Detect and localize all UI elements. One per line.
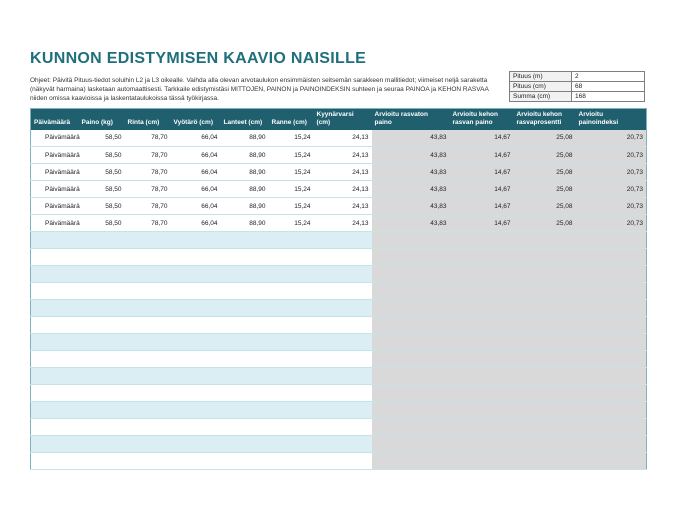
empty-cell-fat-percent — [514, 368, 576, 385]
cell-wrist[interactable]: 15,24 — [269, 215, 314, 232]
cell-chest[interactable]: 78,70 — [125, 215, 171, 232]
empty-cell-fat-weight — [450, 300, 514, 317]
empty-cell-hips[interactable] — [221, 436, 269, 453]
cell-fat-percent: 25,08 — [514, 198, 576, 215]
empty-cell-waist[interactable] — [171, 453, 221, 470]
empty-cell-bmi — [576, 402, 647, 419]
empty-cell-forearm[interactable] — [314, 385, 372, 402]
empty-cell-date[interactable] — [31, 419, 79, 436]
cell-forearm[interactable]: 24,13 — [314, 215, 372, 232]
empty-cell-lean-weight — [372, 249, 450, 266]
cell-weight[interactable]: 58,50 — [79, 181, 125, 198]
empty-cell-lean-weight — [372, 334, 450, 351]
height-m-cell[interactable]: 2 — [572, 72, 645, 82]
cell-weight[interactable]: 58,50 — [79, 147, 125, 164]
empty-cell-chest[interactable] — [125, 249, 171, 266]
cell-waist[interactable]: 66,04 — [171, 130, 221, 147]
empty-cell-chest[interactable] — [125, 368, 171, 385]
height-input-box — [509, 71, 645, 102]
table-row — [31, 198, 647, 215]
col-header-weight[interactable]: Paino (kg) — [79, 109, 125, 130]
empty-cell-lean-weight — [372, 232, 450, 249]
empty-cell-forearm[interactable] — [314, 300, 372, 317]
empty-cell-waist[interactable] — [171, 368, 221, 385]
empty-cell-hips[interactable] — [221, 317, 269, 334]
table-row — [31, 215, 647, 232]
empty-cell-fat-weight — [450, 351, 514, 368]
empty-table-row — [31, 368, 647, 385]
cell-weight[interactable]: 58,50 — [79, 215, 125, 232]
cell-fat-percent: 25,08 — [514, 147, 576, 164]
cell-fat-percent: 25,08 — [514, 130, 576, 147]
empty-cell-hips[interactable] — [221, 283, 269, 300]
table-row — [31, 164, 647, 181]
empty-cell-weight[interactable] — [79, 300, 125, 317]
table-row — [31, 130, 647, 147]
empty-cell-weight[interactable] — [79, 402, 125, 419]
empty-cell-date[interactable] — [31, 300, 79, 317]
cell-forearm[interactable]: 24,13 — [314, 198, 372, 215]
empty-cell-hips[interactable] — [221, 249, 269, 266]
empty-cell-weight[interactable] — [79, 368, 125, 385]
cell-date[interactable]: Päivämäärä — [31, 164, 79, 181]
empty-cell-lean-weight — [372, 385, 450, 402]
empty-cell-wrist[interactable] — [269, 368, 314, 385]
height-m-label: Pituus (m) — [510, 72, 572, 82]
empty-cell-waist[interactable] — [171, 419, 221, 436]
empty-cell-wrist[interactable] — [269, 266, 314, 283]
empty-cell-lean-weight — [372, 317, 450, 334]
empty-cell-chest[interactable] — [125, 232, 171, 249]
col-header-hips[interactable]: Lanteet (cm) — [221, 109, 269, 130]
empty-cell-date[interactable] — [31, 317, 79, 334]
empty-cell-chest[interactable] — [125, 453, 171, 470]
cell-fat-weight: 14,67 — [450, 130, 514, 147]
cell-weight[interactable]: 58,50 — [79, 164, 125, 181]
empty-cell-wrist[interactable] — [269, 317, 314, 334]
empty-cell-bmi — [576, 334, 647, 351]
cell-forearm[interactable]: 24,13 — [314, 181, 372, 198]
empty-cell-wrist[interactable] — [269, 402, 314, 419]
empty-cell-weight[interactable] — [79, 283, 125, 300]
cell-wrist[interactable]: 15,24 — [269, 181, 314, 198]
empty-cell-wrist[interactable] — [269, 453, 314, 470]
empty-cell-bmi — [576, 453, 647, 470]
cell-waist[interactable]: 66,04 — [171, 215, 221, 232]
empty-cell-weight[interactable] — [79, 334, 125, 351]
cell-forearm[interactable]: 24,13 — [314, 147, 372, 164]
cell-fat-weight: 14,67 — [450, 181, 514, 198]
cell-lean-weight: 43,83 — [372, 181, 450, 198]
empty-cell-forearm[interactable] — [314, 402, 372, 419]
empty-cell-fat-weight — [450, 266, 514, 283]
empty-cell-lean-weight — [372, 368, 450, 385]
empty-cell-bmi — [576, 232, 647, 249]
height-cm-cell[interactable]: 68 — [572, 82, 645, 92]
empty-cell-date[interactable] — [31, 232, 79, 249]
empty-cell-hips[interactable] — [221, 385, 269, 402]
empty-cell-waist[interactable] — [171, 300, 221, 317]
cell-fat-weight: 14,67 — [450, 215, 514, 232]
empty-cell-date[interactable] — [31, 266, 79, 283]
empty-cell-chest[interactable] — [125, 300, 171, 317]
empty-cell-fat-weight — [450, 368, 514, 385]
col-header-date[interactable]: Päivämäärä — [31, 109, 79, 130]
empty-cell-fat-weight — [450, 453, 514, 470]
empty-cell-waist[interactable] — [171, 249, 221, 266]
empty-cell-fat-percent — [514, 300, 576, 317]
empty-cell-hips[interactable] — [221, 334, 269, 351]
empty-cell-lean-weight — [372, 436, 450, 453]
cell-wrist[interactable]: 15,24 — [269, 198, 314, 215]
empty-cell-waist[interactable] — [171, 334, 221, 351]
table-header-row — [31, 109, 647, 130]
empty-cell-waist[interactable] — [171, 232, 221, 249]
cell-weight[interactable]: 58,50 — [79, 198, 125, 215]
cell-hips[interactable]: 88,90 — [221, 198, 269, 215]
empty-cell-lean-weight — [372, 266, 450, 283]
empty-cell-chest[interactable] — [125, 402, 171, 419]
cell-date[interactable]: Päivämäärä — [31, 147, 79, 164]
cell-fat-weight: 14,67 — [450, 164, 514, 181]
cell-bmi: 20,73 — [576, 147, 647, 164]
empty-table-row — [31, 283, 647, 300]
empty-cell-bmi — [576, 300, 647, 317]
empty-cell-fat-percent — [514, 402, 576, 419]
height-sum-cell: 168 — [572, 92, 645, 102]
empty-cell-weight[interactable] — [79, 266, 125, 283]
cell-chest[interactable]: 78,70 — [125, 164, 171, 181]
table-row — [31, 181, 647, 198]
empty-cell-waist[interactable] — [171, 317, 221, 334]
empty-cell-fat-weight — [450, 419, 514, 436]
empty-cell-fat-percent — [514, 436, 576, 453]
empty-cell-fat-percent — [514, 334, 576, 351]
empty-cell-forearm[interactable] — [314, 334, 372, 351]
empty-cell-forearm[interactable] — [314, 351, 372, 368]
empty-cell-wrist[interactable] — [269, 419, 314, 436]
empty-cell-date[interactable] — [31, 351, 79, 368]
col-header-chest[interactable]: Rinta (cm) — [125, 109, 171, 130]
cell-date[interactable]: Päivämäärä — [31, 198, 79, 215]
cell-date[interactable]: Päivämäärä — [31, 215, 79, 232]
empty-cell-fat-percent — [514, 283, 576, 300]
cell-lean-weight: 43,83 — [372, 164, 450, 181]
empty-cell-fat-percent — [514, 232, 576, 249]
empty-cell-waist[interactable] — [171, 266, 221, 283]
cell-wrist[interactable]: 15,24 — [269, 147, 314, 164]
empty-cell-chest[interactable] — [125, 317, 171, 334]
cell-lean-weight: 43,83 — [372, 130, 450, 147]
empty-cell-forearm[interactable] — [314, 368, 372, 385]
cell-chest[interactable]: 78,70 — [125, 147, 171, 164]
empty-cell-forearm[interactable] — [314, 232, 372, 249]
empty-cell-wrist[interactable] — [269, 385, 314, 402]
empty-cell-fat-percent — [514, 351, 576, 368]
empty-cell-wrist[interactable] — [269, 300, 314, 317]
empty-cell-hips[interactable] — [221, 266, 269, 283]
empty-cell-waist[interactable] — [171, 283, 221, 300]
cell-fat-percent: 25,08 — [514, 181, 576, 198]
empty-cell-forearm[interactable] — [314, 436, 372, 453]
empty-cell-weight[interactable] — [79, 385, 125, 402]
cell-lean-weight: 43,83 — [372, 198, 450, 215]
empty-table-row — [31, 232, 647, 249]
empty-cell-fat-weight — [450, 385, 514, 402]
cell-date[interactable]: Päivämäärä — [31, 181, 79, 198]
empty-cell-forearm[interactable] — [314, 249, 372, 266]
empty-cell-bmi — [576, 419, 647, 436]
empty-cell-date[interactable] — [31, 436, 79, 453]
empty-cell-fat-weight — [450, 249, 514, 266]
height-row-m — [510, 72, 645, 82]
empty-cell-fat-weight — [450, 334, 514, 351]
empty-cell-waist[interactable] — [171, 351, 221, 368]
empty-cell-bmi — [576, 317, 647, 334]
empty-cell-chest[interactable] — [125, 385, 171, 402]
cell-chest[interactable]: 78,70 — [125, 198, 171, 215]
empty-table-row — [31, 453, 647, 470]
cell-bmi: 20,73 — [576, 164, 647, 181]
col-header-waist[interactable]: Vyötärö (cm) — [171, 109, 221, 130]
cell-bmi: 20,73 — [576, 181, 647, 198]
empty-cell-date[interactable] — [31, 334, 79, 351]
empty-cell-forearm[interactable] — [314, 317, 372, 334]
cell-wrist[interactable]: 15,24 — [269, 164, 314, 181]
empty-cell-waist[interactable] — [171, 402, 221, 419]
progress-table — [30, 108, 647, 470]
cell-bmi: 20,73 — [576, 215, 647, 232]
empty-cell-date[interactable] — [31, 402, 79, 419]
empty-cell-bmi — [576, 385, 647, 402]
cell-hips[interactable]: 88,90 — [221, 147, 269, 164]
cell-waist[interactable]: 66,04 — [171, 198, 221, 215]
empty-cell-wrist[interactable] — [269, 283, 314, 300]
cell-hips[interactable]: 88,90 — [221, 164, 269, 181]
empty-cell-bmi — [576, 368, 647, 385]
empty-cell-date[interactable] — [31, 453, 79, 470]
empty-cell-weight[interactable] — [79, 419, 125, 436]
empty-table-row — [31, 334, 647, 351]
cell-fat-percent: 25,08 — [514, 215, 576, 232]
cell-forearm[interactable]: 24,13 — [314, 164, 372, 181]
height-sum-label: Summa (cm) — [510, 92, 572, 102]
empty-cell-fat-weight — [450, 232, 514, 249]
cell-date[interactable]: Päivämäärä — [31, 130, 79, 147]
empty-cell-bmi — [576, 249, 647, 266]
empty-cell-fat-percent — [514, 385, 576, 402]
empty-cell-chest[interactable] — [125, 419, 171, 436]
cell-fat-percent: 25,08 — [514, 164, 576, 181]
table-row — [31, 147, 647, 164]
empty-table-row — [31, 317, 647, 334]
empty-cell-fat-weight — [450, 402, 514, 419]
col-header-lean-weight[interactable]: Arvioitu rasvaton paino — [372, 109, 450, 130]
empty-cell-fat-percent — [514, 419, 576, 436]
cell-lean-weight: 43,83 — [372, 215, 450, 232]
empty-cell-date[interactable] — [31, 249, 79, 266]
empty-cell-wrist[interactable] — [269, 351, 314, 368]
empty-cell-bmi — [576, 283, 647, 300]
cell-waist[interactable]: 66,04 — [171, 147, 221, 164]
empty-cell-hips[interactable] — [221, 232, 269, 249]
cell-chest[interactable]: 78,70 — [125, 181, 171, 198]
empty-cell-fat-percent — [514, 453, 576, 470]
empty-cell-fat-weight — [450, 317, 514, 334]
empty-cell-bmi — [576, 351, 647, 368]
height-row-sum — [510, 92, 645, 102]
cell-weight[interactable]: 58,50 — [79, 130, 125, 147]
col-header-bmi[interactable]: Arvioitu painoindeksi — [576, 109, 647, 130]
col-header-forearm[interactable]: Kyynärvarsi (cm) — [314, 109, 372, 130]
col-header-wrist[interactable]: Ranne (cm) — [269, 109, 314, 130]
empty-cell-weight[interactable] — [79, 436, 125, 453]
cell-lean-weight: 43,83 — [372, 147, 450, 164]
empty-cell-chest[interactable] — [125, 283, 171, 300]
cell-chest[interactable]: 78,70 — [125, 130, 171, 147]
cell-forearm[interactable]: 24,13 — [314, 130, 372, 147]
empty-cell-chest[interactable] — [125, 436, 171, 453]
empty-cell-weight[interactable] — [79, 232, 125, 249]
empty-cell-lean-weight — [372, 351, 450, 368]
empty-table-row — [31, 300, 647, 317]
empty-cell-hips[interactable] — [221, 402, 269, 419]
empty-table-row — [31, 419, 647, 436]
empty-cell-hips[interactable] — [221, 419, 269, 436]
empty-cell-bmi — [576, 266, 647, 283]
empty-cell-date[interactable] — [31, 385, 79, 402]
empty-cell-date[interactable] — [31, 283, 79, 300]
empty-cell-weight[interactable] — [79, 249, 125, 266]
empty-table-row — [31, 436, 647, 453]
empty-table-row — [31, 385, 647, 402]
empty-table-row — [31, 402, 647, 419]
col-header-fat-weight[interactable]: Arvioitu kehon rasvan paino — [450, 109, 514, 130]
empty-cell-date[interactable] — [31, 368, 79, 385]
empty-cell-hips[interactable] — [221, 300, 269, 317]
empty-cell-weight[interactable] — [79, 351, 125, 368]
empty-table-row — [31, 351, 647, 368]
empty-cell-wrist[interactable] — [269, 249, 314, 266]
cell-hips[interactable]: 88,90 — [221, 215, 269, 232]
height-cm-label: Pituus (cm) — [510, 82, 572, 92]
cell-bmi: 20,73 — [576, 198, 647, 215]
empty-cell-lean-weight — [372, 283, 450, 300]
empty-cell-forearm[interactable] — [314, 419, 372, 436]
empty-cell-fat-percent — [514, 266, 576, 283]
empty-cell-fat-weight — [450, 283, 514, 300]
empty-cell-forearm[interactable] — [314, 283, 372, 300]
empty-cell-wrist[interactable] — [269, 334, 314, 351]
cell-hips[interactable]: 88,90 — [221, 181, 269, 198]
cell-wrist[interactable]: 15,24 — [269, 130, 314, 147]
empty-cell-fat-weight — [450, 436, 514, 453]
empty-cell-weight[interactable] — [79, 317, 125, 334]
cell-fat-weight: 14,67 — [450, 147, 514, 164]
empty-cell-bmi — [576, 436, 647, 453]
col-header-fat-percent[interactable]: Arvioitu kehon rasvaprosentti — [514, 109, 576, 130]
empty-cell-lean-weight — [372, 402, 450, 419]
empty-cell-wrist[interactable] — [269, 436, 314, 453]
empty-cell-hips[interactable] — [221, 368, 269, 385]
empty-cell-fat-percent — [514, 317, 576, 334]
cell-waist[interactable]: 66,04 — [171, 164, 221, 181]
cell-waist[interactable]: 66,04 — [171, 181, 221, 198]
empty-cell-waist[interactable] — [171, 385, 221, 402]
empty-table-row — [31, 249, 647, 266]
empty-cell-weight[interactable] — [79, 453, 125, 470]
height-row-cm — [510, 82, 645, 92]
empty-cell-hips[interactable] — [221, 453, 269, 470]
cell-hips[interactable]: 88,90 — [221, 130, 269, 147]
empty-cell-lean-weight — [372, 419, 450, 436]
cell-fat-weight: 14,67 — [450, 198, 514, 215]
empty-cell-forearm[interactable] — [314, 453, 372, 470]
cell-bmi: 20,73 — [576, 130, 647, 147]
empty-cell-fat-percent — [514, 249, 576, 266]
empty-table-row — [31, 266, 647, 283]
empty-cell-chest[interactable] — [125, 351, 171, 368]
empty-cell-forearm[interactable] — [314, 266, 372, 283]
empty-cell-chest[interactable] — [125, 334, 171, 351]
instructions-text: Ohjeet: Päivitä Pituus-tiedot soluihin L2 ja L3 oikealle. Vaihda alla olevan arvotaulukon ensimmäisten seitsemän sarakkeen mallitiedot; viimeiset neljä saraketta (näkyvät harmaina) lasketaan automaattisesti. Tarkkaile edistymistäsi MITTOJEN, PAINON ja PAINOINDEKSIN suhteen ja seuraa PAINOA ja KEHON RASVAA niiden omissa kaavioissa ja laskentataulukoissa tässä työkirjassa. — [30, 77, 489, 102]
empty-cell-lean-weight — [372, 300, 450, 317]
empty-cell-hips[interactable] — [221, 351, 269, 368]
empty-cell-chest[interactable] — [125, 266, 171, 283]
page-title: KUNNON EDISTYMISEN KAAVIO NAISILLE — [30, 50, 367, 67]
empty-cell-waist[interactable] — [171, 436, 221, 453]
empty-cell-wrist[interactable] — [269, 232, 314, 249]
empty-cell-lean-weight — [372, 453, 450, 470]
